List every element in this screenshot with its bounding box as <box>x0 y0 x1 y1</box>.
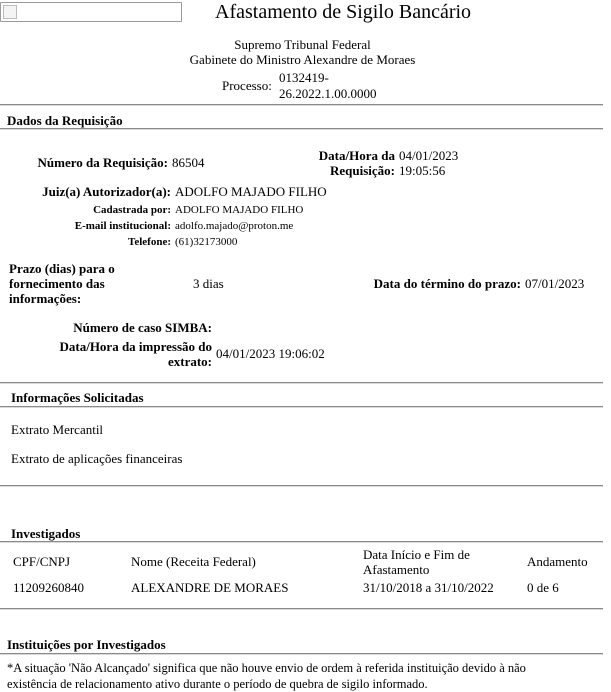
process-number-line1: 0132419- <box>279 70 329 85</box>
telefone-label: Telefone: <box>128 236 171 248</box>
cadastrada-value: ADOLFO MAJADO FILHO <box>175 204 304 216</box>
impressao-value: 04/01/2023 19:06:02 <box>216 346 325 361</box>
impressao-label-1: Data/Hora da impressão do <box>59 339 212 354</box>
cadastrada-label: Cadastrada por: <box>93 204 171 216</box>
office-name: Gabinete do Ministro Alexandre de Moraes <box>189 52 416 67</box>
process-label: Processo: <box>222 78 272 93</box>
telefone-value: (61)32173000 <box>175 236 238 248</box>
section-title-requisicao: Dados da Requisição <box>7 113 123 128</box>
hora-requisicao-value: 19:05:56 <box>399 163 446 178</box>
email-value: adolfo.majado@proton.me <box>175 220 294 232</box>
court-name: Supremo Tribunal Federal <box>234 37 371 52</box>
image-placeholder-icon <box>3 5 17 19</box>
cell-periodo: 31/10/2018 a 31/10/2022 <box>363 580 494 595</box>
col-header-data-1: Data Início e Fim de <box>363 547 470 562</box>
col-header-andamento: Andamento <box>527 554 588 569</box>
informacao-item: Extrato de aplicações financeiras <box>11 451 183 466</box>
cell-andamento: 0 de 6 <box>527 580 559 595</box>
prazo-value: 3 dias <box>193 276 224 291</box>
informacao-item: Extrato Mercantil <box>11 422 104 437</box>
simba-label: Número de caso SIMBA: <box>73 320 212 335</box>
col-header-nome: Nome (Receita Federal) <box>131 554 256 569</box>
datahora-label-2: Requisição: <box>330 163 395 178</box>
note-line-1: *A situação 'Não Alcançado' significa que não houve envio de ordem à referida instituição devido à não <box>7 661 526 675</box>
termino-value: 07/01/2023 <box>525 276 585 291</box>
impressao-label-2: extrato: <box>167 354 212 369</box>
section-title-investigados: Investigados <box>11 526 81 541</box>
page-title: Afastamento de Sigilo Bancário <box>215 1 472 23</box>
col-header-cpf: CPF/CNPJ <box>13 554 71 569</box>
prazo-label-3: informações: <box>9 291 82 306</box>
juiz-value: ADOLFO MAJADO FILHO <box>175 184 327 199</box>
divider <box>0 608 603 610</box>
divider <box>0 104 603 106</box>
termino-label: Data do término do prazo: <box>373 276 521 291</box>
data-requisicao-value: 04/01/2023 <box>399 148 459 163</box>
col-header-data-2: Afastamento <box>363 562 430 577</box>
divider <box>0 128 603 130</box>
cell-cpf: 11209260840 <box>13 580 85 595</box>
divider <box>0 485 603 487</box>
divider <box>0 541 603 543</box>
divider <box>0 382 603 384</box>
juiz-label: Juiz(a) Autorizador(a): <box>42 184 171 199</box>
divider <box>0 406 603 408</box>
process-number-line2: 26.2022.1.00.0000 <box>279 86 377 101</box>
broken-logo-image <box>0 2 182 22</box>
datahora-label-1: Data/Hora da <box>318 148 395 163</box>
section-title-informacoes: Informações Solicitadas <box>11 390 144 405</box>
cell-nome: ALEXANDRE DE MORAES <box>131 580 289 595</box>
note-line-2: existência de relacionamento ativo durante o período de quebra de sigilo informado. <box>7 677 428 691</box>
section-title-instituicoes: Instituições por Investigados <box>7 637 166 652</box>
numero-value: 86504 <box>172 155 205 170</box>
numero-label: Número da Requisição: <box>37 155 168 170</box>
email-label: E-mail institucional: <box>74 220 171 232</box>
divider <box>0 653 603 655</box>
prazo-label-1: Prazo (dias) para o <box>9 261 115 276</box>
prazo-label-2: fornecimento das <box>9 276 105 291</box>
